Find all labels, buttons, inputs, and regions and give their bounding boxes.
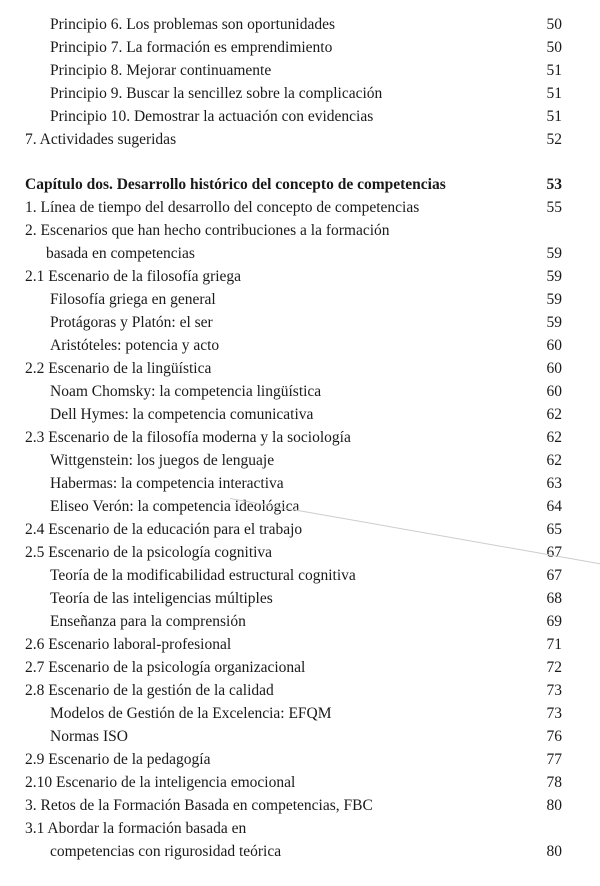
- toc-entry-title: Habermas: la competencia interactiva: [50, 475, 284, 492]
- toc-entry: [0, 242, 600, 265]
- toc-entry-title: Principio 8. Mejorar continuamente: [50, 62, 272, 79]
- toc-entry-title: 2.9 Escenario de la pedagogía: [25, 751, 211, 768]
- toc-entry-page: 77: [546, 751, 562, 768]
- toc-entry: [0, 82, 600, 105]
- toc-entry-page: 60: [546, 383, 562, 400]
- toc-entry: [0, 426, 600, 449]
- toc-entry: [0, 105, 600, 128]
- toc-entry-title: Aristóteles: potencia y acto: [50, 337, 220, 354]
- toc-entry-title: Modelos de Gestión de la Excelencia: EFQM: [50, 705, 332, 722]
- toc-entry-title: Normas ISO: [50, 728, 128, 745]
- toc-entry-page: 51: [546, 62, 562, 79]
- toc-entry-title: Principio 6. Los problemas son oportunidades: [50, 16, 335, 33]
- toc-entry-page: 50: [546, 39, 562, 56]
- toc-entry-title: 2.7 Escenario de la psicología organizacional: [25, 659, 306, 676]
- toc-entry-title: Enseñanza para la comprensión: [50, 613, 246, 630]
- toc-entry-title: Teoría de las inteligencias múltiples: [50, 590, 273, 607]
- toc-entry: [0, 656, 600, 679]
- toc-entry-title: Eliseo Verón: la competencia ideológica: [50, 498, 300, 515]
- toc-entry-page: 62: [546, 452, 562, 469]
- toc-entry: [0, 311, 600, 334]
- toc-entry: [0, 748, 600, 771]
- toc-entry-title: Principio 10. Demostrar la actuación con evidencias: [50, 108, 374, 125]
- toc-entry: [0, 679, 600, 702]
- toc-entry-page: 51: [546, 108, 562, 125]
- toc-entry-page: 78: [546, 774, 562, 791]
- toc-entry: [0, 357, 600, 380]
- toc-entry: [0, 794, 600, 817]
- toc-entry-title: 1. Línea de tiempo del desarrollo del concepto de competencias: [25, 199, 420, 216]
- toc-entry: [0, 702, 600, 725]
- toc-entry-title: Capítulo dos. Desarrollo histórico del concepto de competencias: [25, 176, 446, 193]
- toc-entry: [0, 518, 600, 541]
- toc-entry-title: Filosofía griega en general: [50, 291, 216, 308]
- toc-entry: [0, 587, 600, 610]
- toc-entry: [0, 403, 600, 426]
- table-of-contents: [0, 13, 600, 863]
- toc-entry: [0, 817, 600, 840]
- toc-entry: [0, 541, 600, 564]
- toc-entry: [0, 495, 600, 518]
- toc-entry-page: 59: [546, 314, 562, 331]
- toc-entry-title: 2. Escenarios que han hecho contribuciones a la formación: [25, 222, 390, 239]
- toc-entry: [0, 36, 600, 59]
- toc-entry-page: 59: [546, 291, 562, 308]
- toc-entry-page: 60: [546, 337, 562, 354]
- toc-entry-page: 67: [546, 567, 562, 584]
- section-spacer: [0, 151, 600, 173]
- toc-entry-title: Dell Hymes: la competencia comunicativa: [50, 406, 314, 423]
- toc-entry-title: basada en competencias: [46, 245, 195, 262]
- toc-entry-title: competencias con rigurosidad teórica: [50, 843, 282, 860]
- toc-entry: [0, 288, 600, 311]
- toc-entry-title: 2.8 Escenario de la gestión de la calidad: [25, 682, 274, 699]
- toc-entry-page: 62: [546, 406, 562, 423]
- toc-entry: [0, 725, 600, 748]
- toc-entry-page: 76: [546, 728, 562, 745]
- toc-entry-title: 2.2 Escenario de la lingüística: [25, 360, 212, 377]
- toc-entry-page: 69: [546, 613, 562, 630]
- toc-entry-page: 50: [546, 16, 562, 33]
- toc-entry-title: 3.1 Abordar la formación basada en: [25, 820, 247, 837]
- toc-entry-page: 72: [546, 659, 562, 676]
- toc-entry: [0, 59, 600, 82]
- toc-entry-title: 2.10 Escenario de la inteligencia emocional: [25, 774, 296, 791]
- toc-entry-title: 2.5 Escenario de la psicología cognitiva: [25, 544, 273, 561]
- toc-entry-title: Teoría de la modificabilidad estructural cognitiva: [50, 567, 356, 584]
- toc-entry-title: Principio 9. Buscar la sencillez sobre la complicación: [50, 85, 383, 102]
- toc-entry-page: 68: [546, 590, 562, 607]
- toc-entry: [0, 840, 600, 863]
- toc-entry: [0, 610, 600, 633]
- toc-entry: [0, 13, 600, 36]
- toc-entry-title: 2.4 Escenario de la educación para el trabajo: [25, 521, 303, 538]
- toc-entry-page: 64: [546, 498, 562, 515]
- toc-entry-page: 51: [546, 85, 562, 102]
- toc-entry-page: 53: [546, 176, 562, 193]
- toc-entry-page: 73: [546, 682, 562, 699]
- toc-entry: [0, 771, 600, 794]
- toc-entry-page: 59: [546, 268, 562, 285]
- toc-entry-page: 62: [546, 429, 562, 446]
- toc-entry-page: 65: [546, 521, 562, 538]
- toc-entry: [0, 334, 600, 357]
- toc-entry-title: Protágoras y Platón: el ser: [50, 314, 213, 331]
- toc-entry-page: 80: [546, 843, 562, 860]
- toc-entry-title: Wittgenstein: los juegos de lenguaje: [50, 452, 275, 469]
- toc-entry-page: 73: [546, 705, 562, 722]
- toc-entry-title: 3. Retos de la Formación Basada en competencias, FBC: [25, 797, 373, 814]
- toc-entry: [0, 219, 600, 242]
- toc-entry: [0, 472, 600, 495]
- toc-entry: [0, 128, 600, 151]
- toc-entry: [0, 633, 600, 656]
- toc-entry: [0, 449, 600, 472]
- toc-entry-title: Principio 7. La formación es emprendimiento: [50, 39, 333, 56]
- toc-entry: [0, 380, 600, 403]
- toc-entry-page: 55: [546, 199, 562, 216]
- toc-entry-page: 59: [546, 245, 562, 262]
- toc-entry-page: 80: [546, 797, 562, 814]
- toc-entry-title: Noam Chomsky: la competencia lingüística: [50, 383, 322, 400]
- toc-entry-page: 67: [546, 544, 562, 561]
- toc-entry-page: 63: [546, 475, 562, 492]
- toc-entry: [0, 564, 600, 587]
- toc-entry-page: 71: [546, 636, 562, 653]
- toc-entry: [0, 196, 600, 219]
- toc-entry-title: 2.3 Escenario de la filosofía moderna y la sociología: [25, 429, 351, 446]
- toc-entry-title: 2.1 Escenario de la filosofía griega: [25, 268, 242, 285]
- toc-entry-title: 7. Actividades sugeridas: [25, 131, 177, 148]
- toc-entry-page: 52: [546, 131, 562, 148]
- chapter-heading: [0, 173, 600, 196]
- toc-entry-title: 2.6 Escenario laboral-profesional: [25, 636, 232, 653]
- toc-entry-page: 60: [546, 360, 562, 377]
- toc-entry: [0, 265, 600, 288]
